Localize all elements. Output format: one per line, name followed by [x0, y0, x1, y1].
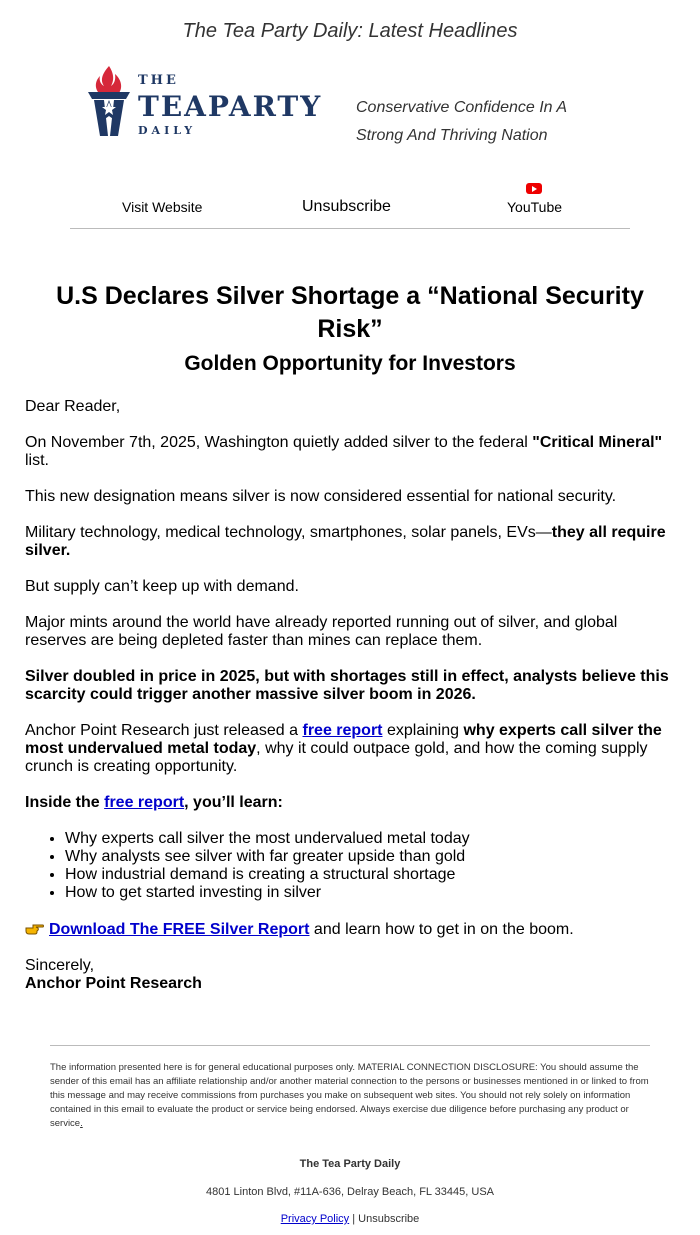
paragraph-uses: Military technology, medical technology, smartphones, solar panels, EVs—they all require silver.: [25, 524, 666, 559]
paragraph-price: Silver doubled in price in 2025, but with shortages still in effect, analysts believe this scarcity could trigger another massive silver boom in 2026.: [25, 668, 669, 703]
list-item: • Why analysts see silver with far greater upside than gold: [65, 848, 675, 866]
pointing-hand-icon: [25, 922, 45, 936]
free-report-link-2[interactable]: free report: [104, 794, 185, 811]
unsubscribe-link[interactable]: Unsubscribe: [302, 198, 391, 215]
paragraph-designation: This new designation means silver is now considered essential for national security.: [25, 488, 617, 505]
list-item: • How to get started investing in silver: [65, 884, 675, 902]
footer-divider: [50, 1045, 650, 1046]
article-body: [25, 398, 675, 993]
logo-daily-text: DAILY: [138, 124, 197, 137]
list-item: • How industrial demand is creating a structural shortage: [65, 866, 675, 884]
greeting: Dear Reader,: [25, 398, 121, 415]
inside-report-heading: Inside the free report, you’ll learn:: [25, 794, 283, 811]
privacy-policy-link[interactable]: Privacy Policy: [280, 1213, 350, 1225]
paragraph-mints: Major mints around the world have already reported running out of silver, and global reserves are being depleted faster than mines can replace them.: [25, 614, 618, 649]
free-report-link[interactable]: free report: [302, 722, 383, 739]
logo-the-text: THE: [138, 73, 179, 88]
torch-star-icon: [82, 64, 136, 142]
list-item: • Why experts call silver the most undervalued metal today: [65, 830, 675, 848]
tagline-line-1: Conservative Confidence In A: [356, 99, 568, 116]
header-divider: [70, 228, 630, 229]
youtube-icon[interactable]: [526, 183, 542, 194]
tea-party-daily-logo[interactable]: [82, 64, 332, 142]
footer-unsubscribe-link[interactable]: Unsubscribe: [358, 1213, 420, 1225]
download-report-link[interactable]: Download The FREE Silver Report: [49, 921, 310, 938]
email-top-title: The Tea Party Daily: Latest Headlines: [182, 20, 518, 42]
logo-main-text: TEAPARTY: [138, 90, 323, 123]
headline: U.S Declares Silver Shortage a “National Security Risk”: [56, 282, 644, 343]
disclaimer: The information presented here is for general educational purposes only. MATERIAL CONNECTION DISCLOSURE: You should assume the sender of this email has an affiliate relationship and/or another material connection to the persons or businesses mentioned in or linked to from this message and may receive commissions from purchases you make on subsequent web sites. You should not rely solely on information contained in this email to evaluate the product or service being endorsed. Always exercise due diligence before purchasing any product or service.: [50, 1062, 649, 1129]
signature: Anchor Point Research: [25, 975, 202, 992]
footer-address: 4801 Linton Blvd, #11A-636, Delray Beach, FL 33445, USA: [205, 1186, 494, 1198]
tagline: [356, 94, 567, 150]
footer-company-name: The Tea Party Daily: [299, 1158, 401, 1170]
subheadline: Golden Opportunity for Investors: [184, 352, 516, 375]
tagline-line-2: Strong And Thriving Nation: [356, 127, 548, 144]
footer-links: Privacy Policy | Unsubscribe: [280, 1213, 420, 1225]
cta-paragraph: Download The FREE Silver Report and learn how to get in on the boom.: [25, 920, 675, 939]
youtube-link[interactable]: YouTube: [507, 199, 563, 215]
signoff: Sincerely,: [25, 957, 95, 974]
visit-website-link[interactable]: Visit Website: [122, 199, 203, 215]
paragraph-supply: But supply can’t keep up with demand.: [25, 578, 299, 595]
learn-list: [25, 830, 675, 902]
paragraph-critical-mineral: On November 7th, 2025, Washington quietly added silver to the federal "Critical Mineral" list.: [25, 434, 663, 469]
paragraph-report: Anchor Point Research just released a free report explaining why experts call silver the most undervalued metal today, why it could outpace gold, and how the coming supply crunch is creating opportunity.: [25, 722, 662, 775]
